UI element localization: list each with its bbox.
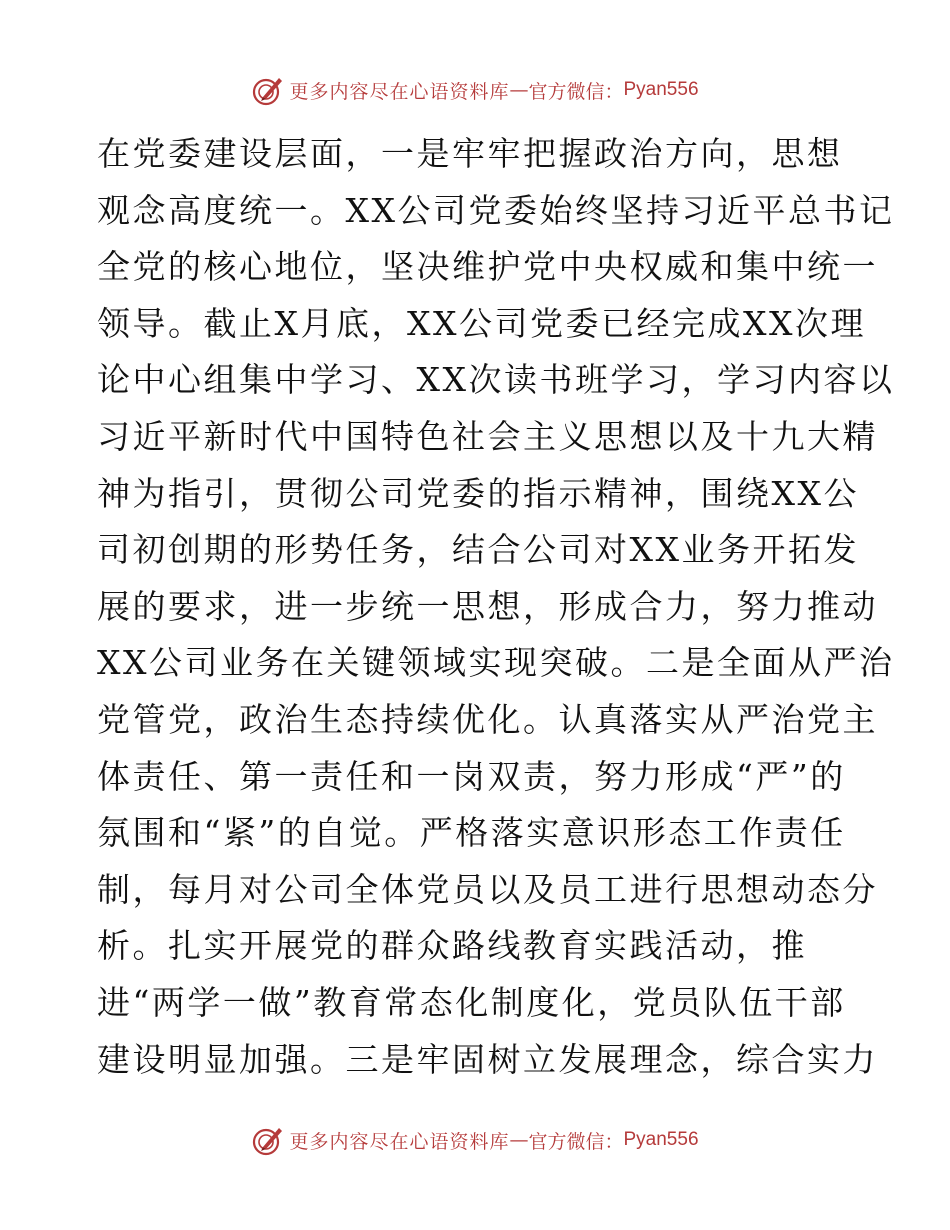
body-line: 进“两学一做”教育常态化制度化，党员队伍干部	[97, 982, 846, 1022]
banner-wechat-id: Pyan556	[623, 79, 699, 100]
banner-wechat-id: Pyan556	[623, 1129, 699, 1150]
header-banner	[0, 70, 950, 110]
body-line: 析。扎实开展党的群众路线教育实践活动，推	[97, 926, 807, 966]
banner-slogan: 更多内容尽在心语资料库	[289, 1130, 510, 1153]
body-line: 司初创期的形势任务，结合公司对XX业务开拓发	[97, 530, 859, 570]
banner-separator: —	[509, 1129, 529, 1151]
body-line: 展的要求，进一步统一思想，形成合力，努力推动	[97, 586, 878, 626]
body-line: 在党委建设层面，一是牢牢把握政治方向，思想	[97, 134, 843, 173]
body-line: 观念高度统一。XX公司党委始终坚持习近平总书记	[97, 190, 895, 230]
body-line: 习近平新时代中国特色社会主义思想以及十九大精	[97, 416, 878, 456]
body-line: 党管党，政治生态持续优化。认真落实从严治党主	[97, 699, 878, 739]
body-line: 全党的核心地位，坚决维护党中央权威和集中统一	[97, 247, 878, 287]
footer-banner	[0, 1120, 950, 1160]
body-line: 制，每月对公司全体党员以及员工进行思想动态分	[97, 869, 878, 909]
body-line: XX公司业务在关键领域实现突破。二是全面从严治	[97, 643, 895, 683]
banner-slogan: 更多内容尽在心语资料库	[289, 80, 510, 103]
banner-separator: —	[509, 79, 529, 101]
body-line: 论中心组集中学习、XX次读书班学习，学习内容以	[97, 360, 895, 400]
pen-logo-icon	[251, 1123, 285, 1157]
body-line: 神为指引，贯彻公司党委的指示精神，围绕XX公	[97, 473, 859, 513]
body-line: 氛围和“紧”的自觉。严格落实意识形态工作责任	[97, 813, 846, 853]
body-text	[97, 126, 895, 1088]
banner-wechat-label: 官方微信：	[528, 1130, 624, 1153]
body-line: 领导。截止X月底，XX公司党委已经完成XX次理	[97, 303, 866, 343]
banner-wechat-label: 官方微信：	[528, 80, 624, 103]
body-line: 建设明显加强。三是牢固树立发展理念，综合实力	[97, 1039, 878, 1079]
body-line: 体责任、第一责任和一岗双责，努力形成“严”的	[97, 756, 846, 796]
pen-logo-icon	[251, 73, 285, 107]
